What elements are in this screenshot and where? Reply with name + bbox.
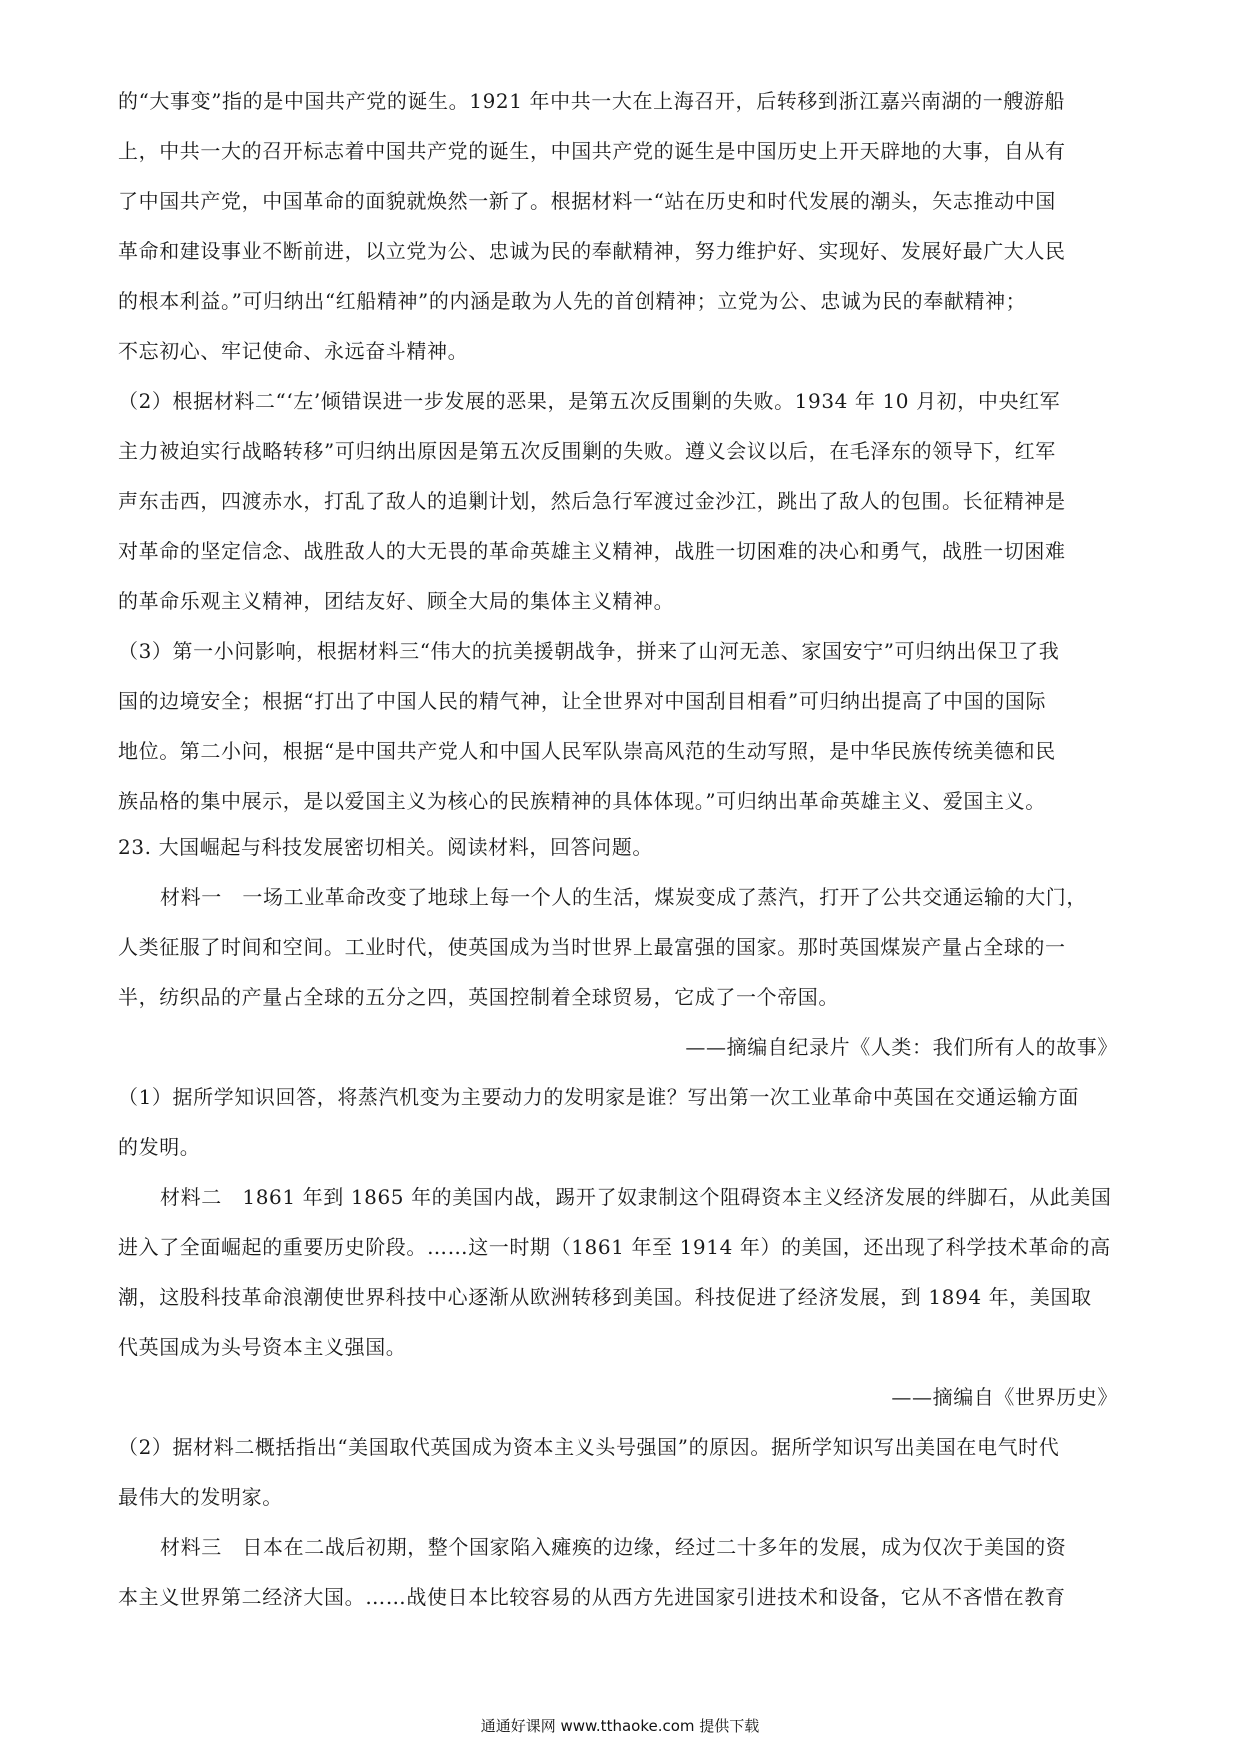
question-line: （2）据材料二概括指出“美国取代英国成为资本主义头号强国”的原因。据所学知识写出美国在电气时代 [118, 1435, 1060, 1459]
material-line: 半，纺织品的产量占全球的五分之四，英国控制着全球贸易，它成了一个帝国。 [118, 985, 839, 1009]
material-line: 代英国成为头号资本主义强国。 [118, 1335, 407, 1359]
text-line: 主力被迫实行战略转移”可归纳出原因是第五次反围剿的失败。遵义会议以后，在毛泽东的领导下，红军 [118, 439, 1056, 463]
text-line: 声东击西，四渡赤水，打乱了敌人的追剿计划，然后急行军渡过金沙江，跳出了敌人的包围。长征精神是 [118, 489, 1066, 513]
text-line: 的革命乐观主义精神，团结友好、顾全大局的集体主义精神。 [118, 589, 675, 613]
text-line: （2）根据材料二“‘左’倾错误进一步发展的恶果，是第五次反围剿的失败。1934 年 10 月初，中央红军 [118, 389, 1061, 413]
material-line: 材料一 一场工业革命改变了地球上每一个人的生活，煤炭变成了蒸汽，打开了公共交通运输的大门， [160, 885, 1087, 909]
document-page [118, 85, 1130, 1613]
material-2 [118, 1181, 1130, 1413]
answer-paragraph-1 [118, 85, 1130, 367]
sub-question-1 [118, 1081, 1130, 1163]
material-1 [118, 881, 1130, 1063]
question-title: 23. 大国崛起与科技发展密切相关。阅读材料，回答问题。 [118, 835, 653, 859]
text-line: 不忘初心、牢记使命、永远奋斗精神。 [118, 339, 469, 363]
material-3 [118, 1531, 1130, 1613]
text-line: 的“大事变”指的是中国共产党的诞生。1921 年中共一大在上海召开，后转移到浙江嘉兴南湖的一艘游船 [118, 89, 1066, 113]
material-line: 潮，这股科技革命浪潮使世界科技中心逐渐从欧洲转移到美国。科技促进了经济发展，到 1894 年，美国取 [118, 1285, 1092, 1309]
material-line: 人类征服了时间和空间。工业时代，使英国成为当时世界上最富强的国家。那时英国煤炭产量占全球的一 [118, 935, 1066, 959]
text-line: 上，中共一大的召开标志着中国共产党的诞生，中国共产党的诞生是中国历史上开天辟地的大事，自从有 [118, 139, 1066, 163]
text-line: 国的边境安全；根据“打出了中国人民的精气神，让全世界对中国刮目相看”可归纳出提高了中国的国际 [118, 689, 1047, 713]
question-line: （1）据所学知识回答，将蒸汽机变为主要动力的发明家是谁？写出第一次工业革命中英国在交通运输方面 [118, 1085, 1079, 1109]
material-source: ——摘编自纪录片《人类：我们所有人的故事》 [685, 1035, 1118, 1059]
question-line: 最伟大的发明家。 [118, 1485, 283, 1509]
text-line: 地位。第二小问，根据“是中国共产党人和中国人民军队崇高风范的生动写照，是中华民族传统美德和民 [118, 739, 1056, 763]
material-line: 本主义世界第二经济大国。……战使日本比较容易的从西方先进国家引进技术和设备，它从不吝惜在教育 [118, 1585, 1066, 1609]
text-line: 的根本利益。”可归纳出“红船精神”的内涵是敢为人先的首创精神；立党为公、忠诚为民的奉献精神； [118, 289, 1027, 313]
text-line: 对革命的坚定信念、战胜敌人的大无畏的革命英雄主义精神，战胜一切困难的决心和勇气，战胜一切困难 [118, 539, 1066, 563]
material-line: 材料三 日本在二战后初期，整个国家陷入瘫痪的边缘，经过二十多年的发展，成为仅次于美国的资 [160, 1535, 1067, 1559]
question-line: 的发明。 [118, 1135, 201, 1159]
text-line: （3）第一小问影响，根据材料三“伟大的抗美援朝战争，拼来了山河无恙、家国安宁”可归纳出保卫了我 [118, 639, 1060, 663]
material-line: 进入了全面崛起的重要历史阶段。……这一时期（1861 年至 1914 年）的美国，还出现了科学技术革命的高 [118, 1235, 1111, 1259]
text-line: 革命和建设事业不断前进，以立党为公、忠诚为民的奉献精神，努力维护好、实现好、发展好最广大人民 [118, 239, 1066, 263]
page-footer: 通通好课网 www.tthaoke.com 提供下载 [480, 1717, 760, 1735]
sub-question-2 [118, 1431, 1130, 1513]
material-source: ——摘编自《世界历史》 [891, 1385, 1118, 1409]
answer-paragraph-2 [118, 385, 1130, 617]
material-line: 材料二 1861 年到 1865 年的美国内战，踢开了奴隶制这个阻碍资本主义经济发展的绊脚石，从此美国 [160, 1185, 1112, 1209]
text-line: 了中国共产党，中国革命的面貌就焕然一新了。根据材料一“站在历史和时代发展的潮头，矢志推动中国 [118, 189, 1056, 213]
answer-paragraph-3 [118, 635, 1130, 817]
text-line: 族品格的集中展示，是以爱国主义为核心的民族精神的具体体现。”可归纳出革命英雄主义、爱国主义。 [118, 789, 1046, 813]
